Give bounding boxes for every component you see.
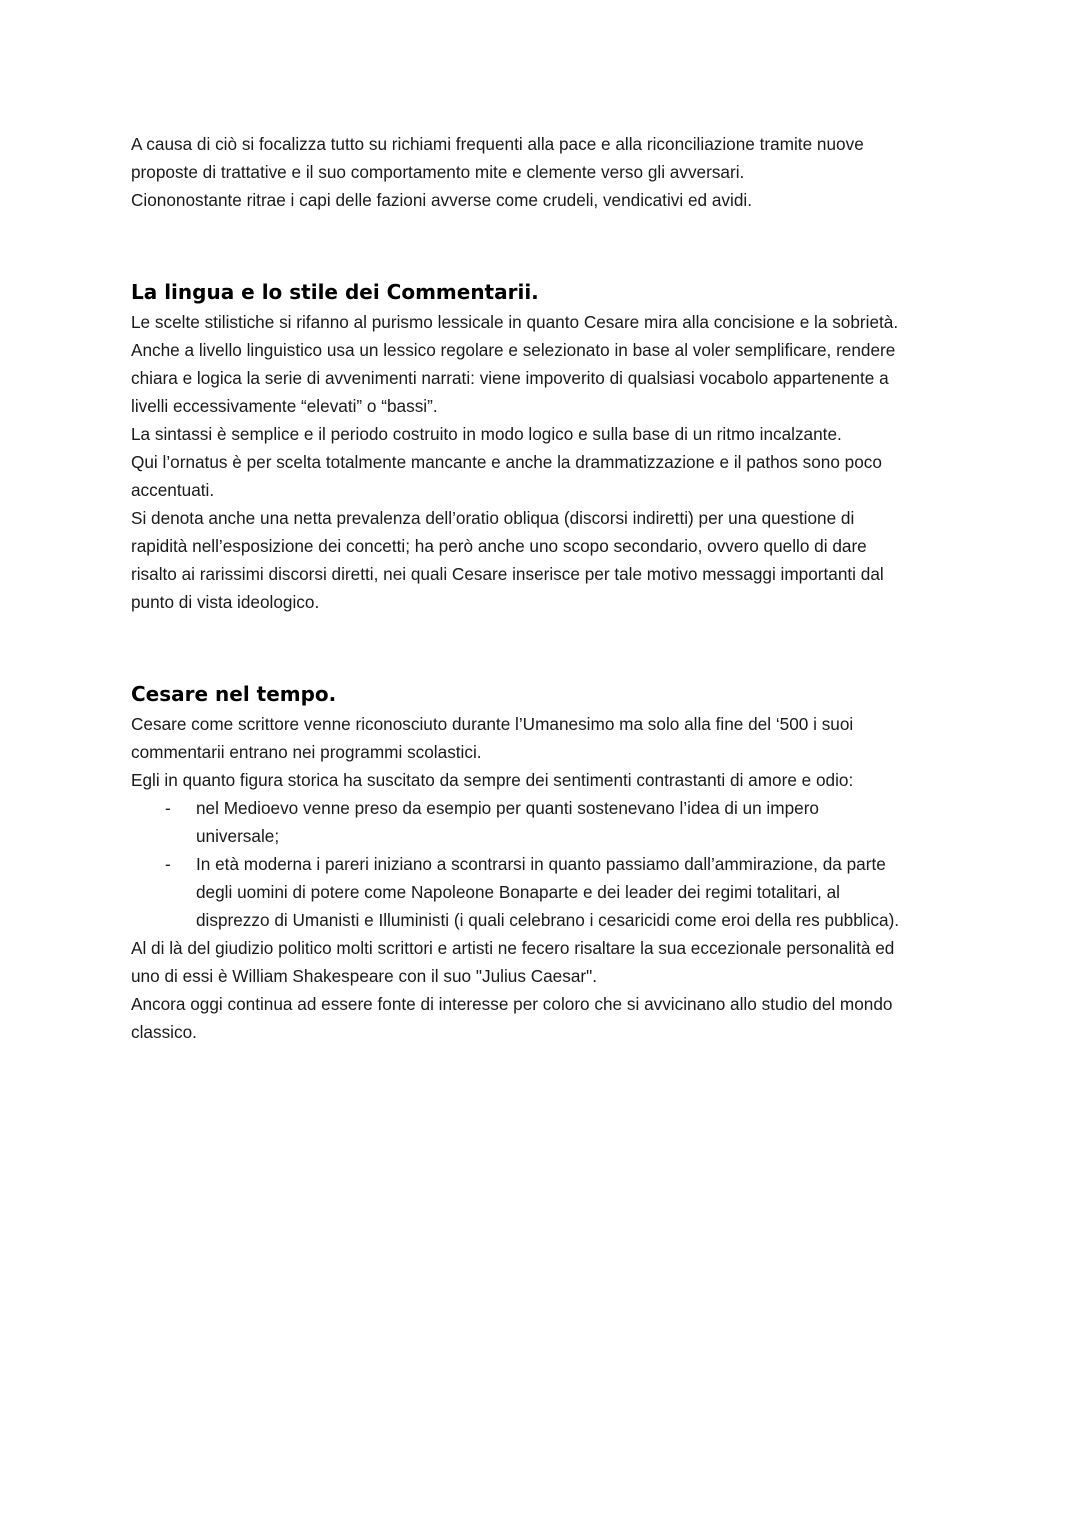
list-item-line: disprezzo di Umanisti e Illuministi (i quali celebrano i cesaricidi come eroi della res pubblica). xyxy=(196,910,900,930)
section-heading-tempo: Cesare nel tempo. xyxy=(131,682,337,706)
tempo-line: commentarii entrano nei programmi scolastici. xyxy=(131,742,482,762)
list-item xyxy=(131,850,961,934)
lingua-line: La sintassi è semplice e il periodo costruito in modo logico e sulla base di un ritmo incalzante. xyxy=(131,424,842,444)
lingua-section xyxy=(131,278,961,616)
lingua-line: Qui l’ornatus è per scelta totalmente mancante e anche la drammatizzazione e il pathos sono poco xyxy=(131,452,882,472)
lingua-line: punto di vista ideologico. xyxy=(131,592,320,612)
lingua-line: rapidità nell’esposizione dei concetti; ha però anche uno scopo secondario, ovvero quello di dare xyxy=(131,536,867,556)
lingua-line: risalto ai rarissimi discorsi diretti, nei quali Cesare inserisce per tale motivo messaggi importanti dal xyxy=(131,564,884,584)
list-item-line: universale; xyxy=(196,826,280,846)
tempo-paragraph-outro xyxy=(131,934,961,1046)
tempo-line: Egli in quanto figura storica ha suscitato da sempre dei sentimenti contrastanti di amore e odio: xyxy=(131,770,854,790)
list-item-line: nel Medioevo venne preso da esempio per quanti sostenevano l’idea di un impero xyxy=(196,798,819,818)
tempo-paragraph-intro xyxy=(131,710,961,794)
list-item-line: degli uomini di potere come Napoleone Bonaparte e dei leader dei regimi totalitari, al xyxy=(196,882,840,902)
list-item-line: In età moderna i pareri iniziano a scontrarsi in quanto passiamo dall’ammirazione, da parte xyxy=(196,854,886,874)
lingua-line: Le scelte stilistiche si rifanno al purismo lessicale in quanto Cesare mira alla concisione e la sobrietà. xyxy=(131,312,899,332)
dash-bullet-icon: - xyxy=(165,854,171,874)
intro-line: A causa di ciò si focalizza tutto su richiami frequenti alla pace e alla riconciliazione tramite nuove xyxy=(131,134,864,154)
document-page xyxy=(131,130,961,1046)
list-item xyxy=(131,794,961,850)
intro-line: Ciononostante ritrae i capi delle fazioni avverse come crudeli, vendicativi ed avidi. xyxy=(131,190,752,210)
lingua-line: livelli eccessivamente “elevati” o “bassi”. xyxy=(131,396,438,416)
tempo-line: uno di essi è William Shakespeare con il suo "Julius Caesar". xyxy=(131,966,597,986)
dash-bullet-icon: - xyxy=(165,798,171,818)
lingua-line: Si denota anche una netta prevalenza dell’oratio obliqua (discorsi indiretti) per una questione di xyxy=(131,508,855,528)
lingua-line: accentuati. xyxy=(131,480,215,500)
tempo-section xyxy=(131,680,961,1046)
lingua-line: chiara e logica la serie di avvenimenti narrati: viene impoverito di qualsiasi vocabolo appartenente a xyxy=(131,368,889,388)
bullet-list xyxy=(131,794,961,934)
intro-line: proposte di trattative e il suo comportamento mite e clemente verso gli avversari. xyxy=(131,162,745,182)
tempo-line: Cesare come scrittore venne riconosciuto durante l’Umanesimo ma solo alla fine del ‘500 i suoi xyxy=(131,714,854,734)
tempo-line: classico. xyxy=(131,1022,197,1042)
tempo-line: Ancora oggi continua ad essere fonte di interesse per coloro che si avvicinano allo studio del mondo xyxy=(131,994,893,1014)
intro-paragraph xyxy=(131,130,961,214)
tempo-line: Al di là del giudizio politico molti scrittori e artisti ne fecero risaltare la sua eccezionale personalità ed xyxy=(131,938,895,958)
intro-section xyxy=(131,130,961,214)
lingua-line: Anche a livello linguistico usa un lessico regolare e selezionato in base al voler semplificare, rendere xyxy=(131,340,896,360)
lingua-paragraph xyxy=(131,308,961,616)
section-heading-lingua: La lingua e lo stile dei Commentarii. xyxy=(131,280,539,304)
